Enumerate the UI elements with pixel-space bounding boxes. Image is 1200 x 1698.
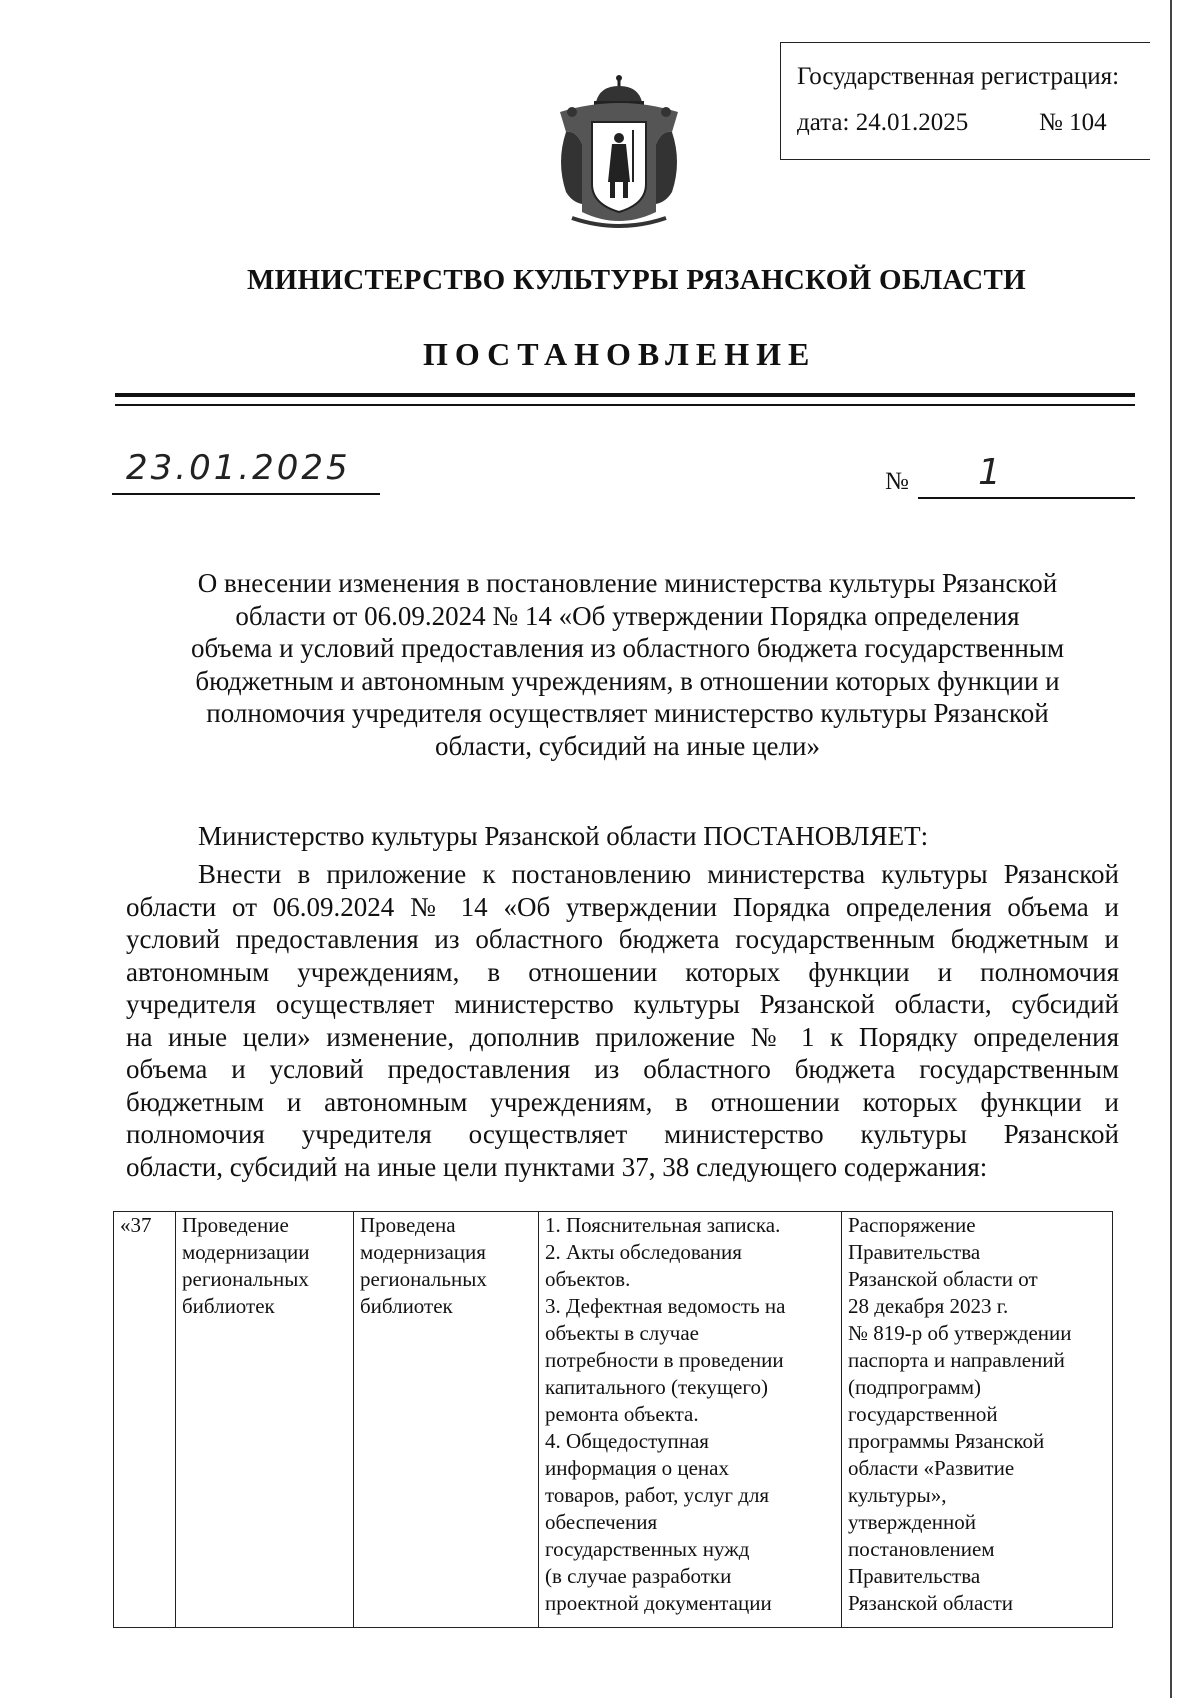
cell-line: региональных — [360, 1267, 487, 1291]
body-line: автономным учреждениям, в отношении которых функции и полномочия — [126, 956, 1119, 987]
table-cell-number — [114, 1212, 176, 1628]
number-underline — [918, 497, 1135, 499]
body-line: Внести в приложение к постановлению министерства культуры Рязанской — [198, 859, 1119, 889]
body-line: бюджетным и автономным учреждениям, в отношении которых функции и — [126, 1086, 1119, 1117]
table-cell-event — [176, 1212, 354, 1628]
body-paragraph — [126, 858, 1119, 1183]
body-line: области, субсидий на иные цели пунктами 37, 38 следующего содержания: — [126, 1151, 988, 1182]
cell-line: объектов. — [545, 1267, 631, 1291]
registration-stamp — [780, 42, 1150, 160]
subject-line: области от 06.09.2024 № 14 «Об утверждении Порядка определения — [235, 600, 1020, 631]
cell-line: государственной — [848, 1402, 998, 1426]
document-type: ПОСТАНОВЛЕНИЕ — [423, 336, 817, 372]
table-cell-result — [354, 1212, 539, 1628]
subject-line: объема и условий предоставления из областного бюджета государственным — [190, 633, 1065, 663]
subject-line: полномочия учредителя осуществляет министерство культуры Рязанской — [206, 698, 1049, 728]
document-subject — [160, 567, 1095, 762]
cell-line: информация о ценах — [545, 1456, 729, 1480]
header-rule-thick — [115, 393, 1135, 397]
cell-line: библиотек — [360, 1294, 453, 1318]
cell-line: обеспечения — [545, 1510, 658, 1534]
cell-line: Проведение — [182, 1213, 289, 1237]
table-row — [114, 1212, 1113, 1628]
cell-line: Проведена — [360, 1213, 456, 1237]
cell-line: 2. Акты обследования — [545, 1240, 742, 1264]
subject-line: бюджетным и автономным учреждениям, в отношении которых функции и — [195, 665, 1060, 696]
scan-edge-line — [1170, 0, 1172, 1698]
body-line: на иные цели» изменение, дополнив приложение № 1 к Порядку определения — [126, 1021, 1119, 1052]
cell-line: Правительства — [848, 1240, 981, 1264]
cell-line: Распоряжение — [848, 1213, 976, 1237]
cell-line: 4. Общедоступная — [545, 1429, 709, 1453]
subject-line: О внесении изменения в постановление министерства культуры Рязанской — [197, 568, 1058, 598]
handwritten-number: 1 — [978, 452, 1001, 493]
header-rule-thin — [115, 404, 1135, 406]
cell-line: капитального (текущего) — [545, 1375, 768, 1399]
body-line: условий предоставления из областного бюджета государственным бюджетным и — [126, 924, 1119, 954]
ministry-name: МИНИСТЕРСТВО КУЛЬТУРЫ РЯЗАНСКОЙ ОБЛАСТИ — [247, 264, 1027, 296]
cell-line: Рязанской области — [848, 1591, 1014, 1615]
registration-date: дата: 24.01.2025 — [797, 109, 969, 136]
cell-line: товаров, работ, услуг для — [545, 1483, 770, 1507]
handwritten-date: 23.01.2025 — [126, 448, 351, 488]
cell-line: паспорта и направлений — [848, 1348, 1065, 1372]
cell-line: Правительства — [848, 1564, 981, 1588]
cell-line: № 819-р об утверждении — [848, 1321, 1072, 1345]
ryazan-coat-of-arms-icon — [552, 72, 686, 232]
cell-line: региональных — [182, 1267, 309, 1291]
cell-line: (подпрограмм) — [848, 1375, 982, 1399]
cell-line: (в случае разработки — [545, 1564, 732, 1588]
cell-line: 28 декабря 2023 г. — [848, 1294, 1009, 1318]
body-line: полномочия учредителя осуществляет министерство культуры Рязанской — [126, 1119, 1119, 1149]
table-cell-basis — [842, 1212, 1113, 1628]
date-underline — [112, 493, 380, 495]
decree-line: Министерство культуры Рязанской области ПОСТАНОВЛЯЕТ: — [198, 821, 929, 851]
table-cell-documents — [539, 1212, 842, 1628]
cell-line: потребности в проведении — [545, 1348, 784, 1372]
subject-line: области, субсидий на иные цели» — [435, 730, 820, 761]
cell-line: культуры», — [848, 1483, 947, 1507]
cell-line: проектной документации — [545, 1591, 772, 1615]
cell-line: модернизация — [360, 1240, 486, 1264]
cell-line: области «Развитие — [848, 1456, 1015, 1480]
cell-line: 3. Дефектная ведомость на — [545, 1294, 786, 1318]
cell-line: модернизации — [182, 1240, 310, 1264]
row-number: «37 — [120, 1213, 152, 1237]
body-line: учредителя осуществляет министерство культуры Рязанской области, субсидий — [126, 989, 1119, 1019]
cell-line: программы Рязанской — [848, 1429, 1045, 1453]
registration-number: № 104 — [1039, 109, 1107, 136]
body-line: объема и условий предоставления из областного бюджета государственным — [126, 1054, 1119, 1084]
cell-line: 1. Пояснительная записка. — [545, 1213, 781, 1237]
amendment-table — [113, 1211, 1113, 1628]
cell-line: постановлением — [848, 1537, 995, 1561]
cell-line: ремонта объекта. — [545, 1402, 699, 1426]
cell-line: объекты в случае — [545, 1321, 699, 1345]
cell-line: утвержденной — [848, 1510, 977, 1534]
cell-line: библиотек — [182, 1294, 275, 1318]
number-label: № — [885, 468, 909, 495]
cell-line: государственных нужд — [545, 1537, 750, 1561]
cell-line: Рязанской области от — [848, 1267, 1038, 1291]
registration-title: Государственная регистрация: — [797, 63, 1120, 90]
body-line: области от 06.09.2024 № 14 «Об утверждении Порядка определения объема и — [126, 891, 1119, 922]
